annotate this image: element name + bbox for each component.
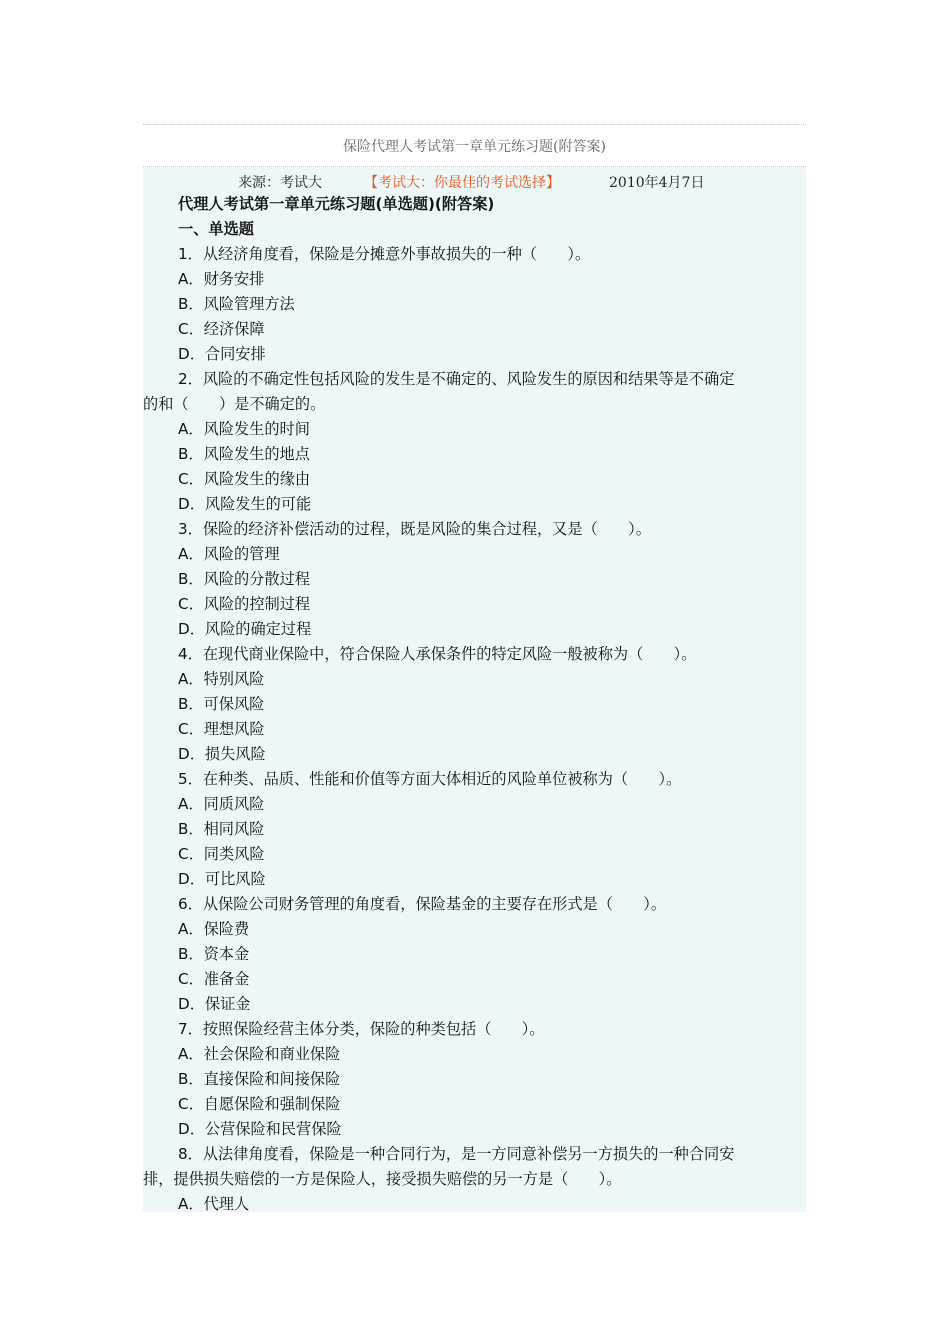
- answer-option: B．风险发生的地点: [178, 445, 310, 463]
- answer-option: D．可比风险: [178, 870, 266, 888]
- question-block: [143, 642, 806, 767]
- question-block: [143, 1017, 806, 1142]
- meta-line: [143, 172, 806, 190]
- answer-option: D．风险发生的可能: [178, 495, 312, 513]
- answer-option: B．相同风险: [178, 820, 265, 838]
- answer-option: B．直接保险和间接保险: [178, 1070, 341, 1088]
- article-body: [143, 192, 806, 1217]
- answer-option: B．风险管理方法: [178, 295, 295, 313]
- question-block: [143, 767, 806, 892]
- question-text-continued: 的和（ ）是不确定的。: [143, 395, 326, 413]
- question-block: [143, 517, 806, 642]
- answer-option: D．损失风险: [178, 745, 266, 763]
- question-list: [143, 242, 806, 1217]
- answer-option: B．可保风险: [178, 695, 265, 713]
- question-text: 7．按照保险经营主体分类，保险的种类包括（ ）。: [178, 1020, 545, 1038]
- question-block: [143, 1142, 806, 1217]
- article-heading: 代理人考试第一章单元练习题(单选题)(附答案): [178, 195, 495, 213]
- answer-option: C．同类风险: [178, 845, 265, 863]
- question-block: [143, 367, 806, 517]
- question-text: 3．保险的经济补偿活动的过程，既是风险的集合过程，又是（ ）。: [178, 520, 651, 538]
- answer-option: A．保险费: [178, 920, 250, 938]
- question-text: 1．从经济角度看，保险是分摊意外事故损失的一种（ ）。: [178, 245, 591, 263]
- answer-option: A．代理人: [178, 1195, 250, 1213]
- answer-option: D．合同安排: [178, 345, 266, 363]
- question-block: [143, 242, 806, 367]
- answer-option: C．风险的控制过程: [178, 595, 311, 613]
- answer-option: A．财务安排: [178, 270, 265, 288]
- question-text: 6．从保险公司财务管理的角度看，保险基金的主要存在形式是（ ）。: [178, 895, 667, 913]
- question-text: 2．风险的不确定性包括风险的发生是不确定的、风险发生的原因和结果等是不确定: [178, 370, 735, 388]
- top-divider: [143, 124, 806, 125]
- promo-link[interactable]: 【考试大：你最佳的考试选择】: [364, 175, 560, 191]
- answer-option: A．特别风险: [178, 670, 265, 688]
- answer-option: B．风险的分散过程: [178, 570, 310, 588]
- section-heading: 一、单选题: [178, 220, 254, 238]
- answer-option: C．准备金: [178, 970, 250, 988]
- answer-option: A．同质风险: [178, 795, 265, 813]
- question-text: 8．从法律角度看，保险是一种合同行为，是一方同意补偿另一方损失的一种合同安: [178, 1145, 735, 1163]
- answer-option: C．经济保障: [178, 320, 265, 338]
- publish-date: 2010年4月7日: [609, 175, 705, 191]
- answer-option: D．公营保险和民营保险: [178, 1120, 342, 1138]
- answer-option: C．自愿保险和强制保险: [178, 1095, 341, 1113]
- source-label: 来源：考试大: [238, 175, 322, 191]
- answer-option: D．风险的确定过程: [178, 620, 312, 638]
- answer-option: C．理想风险: [178, 720, 265, 738]
- answer-option: A．风险的管理: [178, 545, 280, 563]
- question-text: 5．在种类、品质、性能和价值等方面大体相近的风险单位被称为（ ）。: [178, 770, 682, 788]
- answer-option: B．资本金: [178, 945, 250, 963]
- question-block: [143, 892, 806, 1017]
- answer-option: C．风险发生的缘由: [178, 470, 311, 488]
- answer-option: A．社会保险和商业保险: [178, 1045, 341, 1063]
- question-text: 4．在现代商业保险中，符合保险人承保条件的特定风险一般被称为（ ）。: [178, 645, 697, 663]
- question-text-continued: 排，提供损失赔偿的一方是保险人，接受损失赔偿的另一方是（ ）。: [143, 1170, 622, 1188]
- page-title: 保险代理人考试第一章单元练习题(附答案): [343, 139, 606, 155]
- answer-option: A．风险发生的时间: [178, 420, 310, 438]
- answer-option: D．保证金: [178, 995, 251, 1013]
